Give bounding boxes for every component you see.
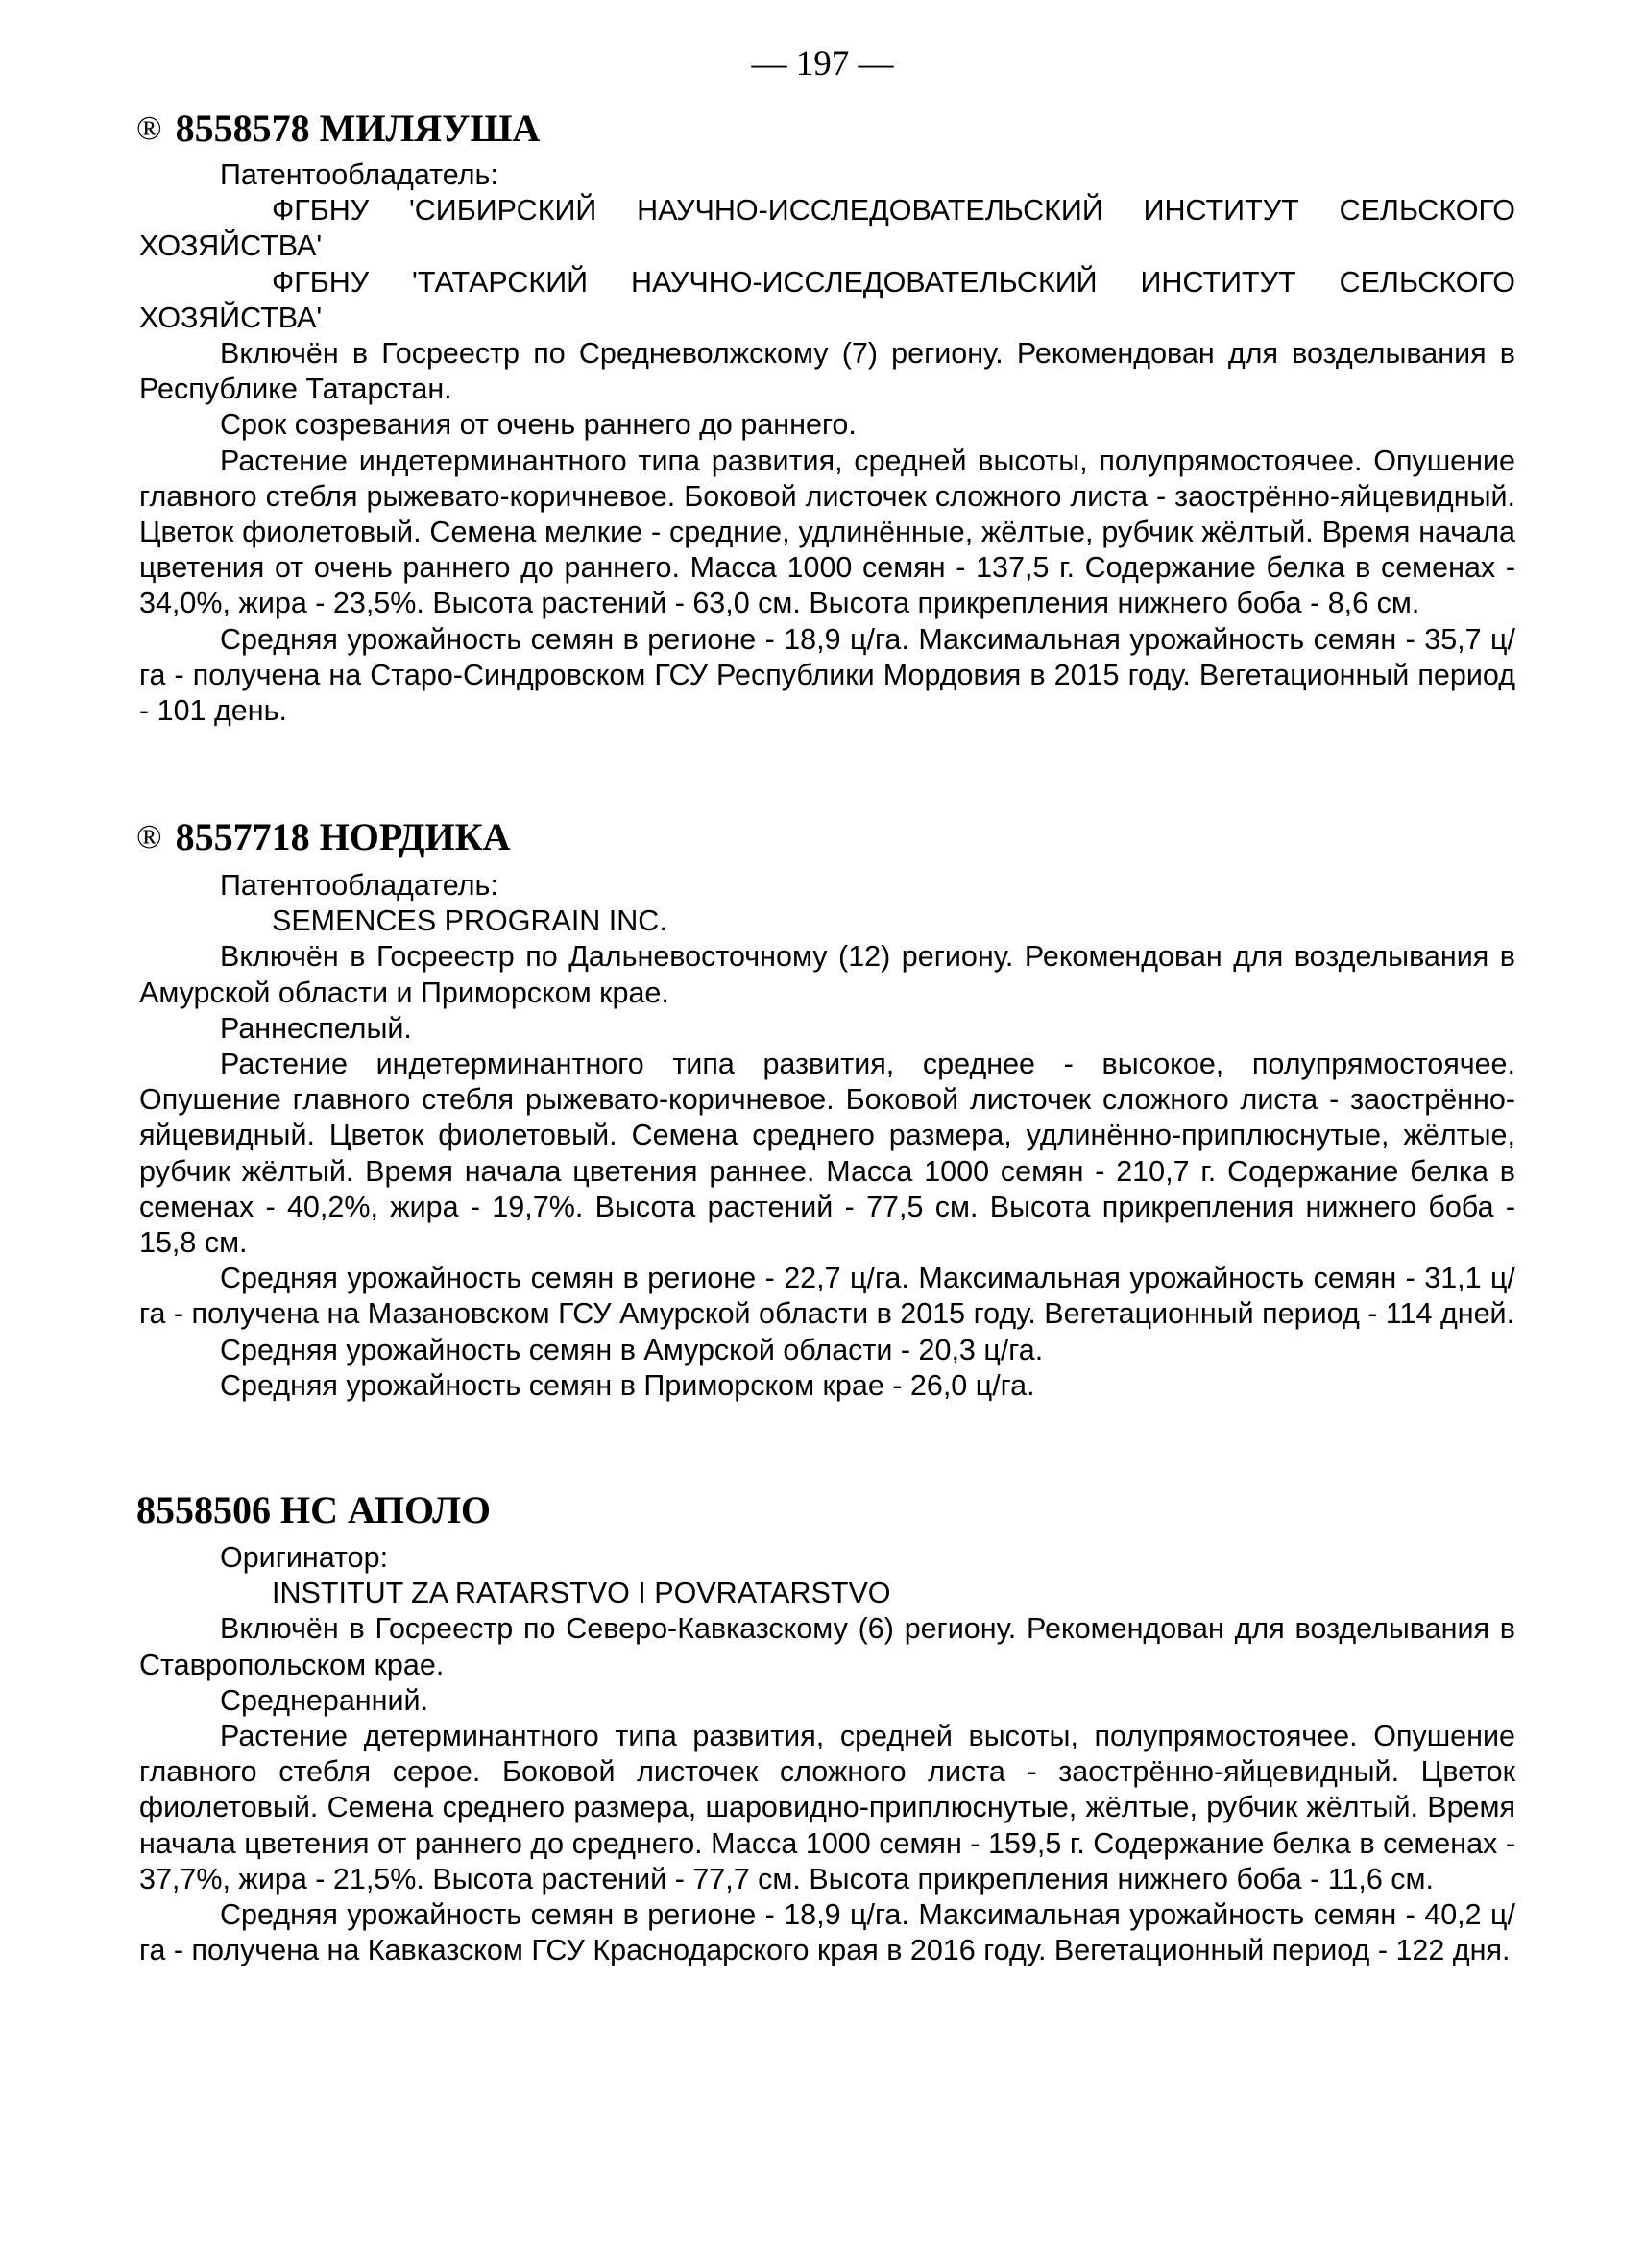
entry-number: 8558506 [136,1488,271,1532]
holder-label: Патентообладатель: [220,869,498,902]
paragraph: Включён в Госреестр по Дальневосточному (12) региону. Рекомендован для возделывания в Амурской области и Приморском крае. [139,940,1515,1009]
paragraph: Растение индетерминантного типа развития, средней высоты, полупрямостоячее. Опушение главного стебля рыжевато-коричневое. Боковой листочек сложного листа - заострённо-яйцевидный. Цветок фиолетовый. Семена мелкие - средние, удлинённые, жёлтые, рубчик жёлтый. Время начала цветения от очень раннего до раннего. Масса 1000 семян - 137,5 г. Содержание белка в семенах - 34,0%, жира - 23,5%. Высота растений - 63,0 см. Высота прикрепления нижнего боба - 8,6 см. [139,444,1515,620]
entry-body [139,1540,1515,1968]
paragraph: Включён в Госреестр по Северо-Кавказскому (6) региону. Рекомендован для возделывания в Ставропольском крае. [139,1612,1515,1681]
paragraph: Средняя урожайность семян в регионе - 18,9 ц/га. Максимальная урожайность семян - 35,7 ц/га - получена на Старо-Синдровском ГСУ Республики Мордовия в 2015 году. Вегетационный период - 101 день. [139,622,1515,728]
paragraph: Средняя урожайность семян в Амурской области - 20,3 ц/га. [220,1333,1044,1366]
entry-name: НС АПОЛО [280,1488,492,1532]
entry-heading [136,109,540,148]
holder-name: ФГБНУ 'СИБИРСКИЙ НАУЧНО-ИССЛЕДОВАТЕЛЬСКИЙ ИНСТИТУТ СЕЛЬСКОГО ХОЗЯЙСТВА' [139,194,1515,263]
paragraph: Растение индетерминантного типа развития, среднее - высокое, полупрямостоячее. Опушение главного стебля рыжевато-коричневое. Боковой листочек сложного листа - заострённо-яйцевидный. Цветок фиолетовый. Семена среднего размера, удлинённо-приплюснутые, жёлтые, рубчик жёлтый. Время начала цветения раннее. Масса 1000 семян - 210,7 г. Содержание белка в семенах - 40,2%, жира - 19,7%. Высота растений - 77,5 см. Высота прикрепления нижнего боба - 15,8 см. [139,1048,1515,1260]
entry-name: МИЛЯУША [319,107,541,150]
paragraph: Средняя урожайность семян в Приморском крае - 26,0 ц/га. [220,1368,1035,1402]
registered-mark: ® [136,109,162,147]
registered-mark: ® [136,818,162,856]
entry-number: 8558578 [175,107,310,150]
originator-name: INSTITUT ZA RATARSTVO I POVRATARSTVO [272,1577,891,1610]
paragraph: Среднеранний. [220,1683,429,1717]
paragraph: Средняя урожайность семян в регионе - 18,9 ц/га. Максимальная урожайность семян - 40,2 ц/га - получена на Кавказском ГСУ Краснодарского края в 2016 году. Вегетационный период - 122 дня. [139,1898,1515,1967]
entry-heading [136,1488,492,1532]
holder-label: Патентообладатель: [220,158,498,191]
originator-label: Оригинатор: [220,1541,389,1574]
entry-number: 8557718 [175,815,310,858]
paragraph: Растение детерминантного типа развития, средней высоты, полупрямостоячее. Опушение главного стебля серое. Боковой листочек сложного листа - заострённо-яйцевидный. Цветок фиолетовый. Семена среднего размера, шаровидно-приплюснутые, жёлтые, рубчик жёлтый. Время начала цветения от раннего до среднего. Масса 1000 семян - 159,5 г. Содержание белка в семенах - 37,7%, жира - 21,5%. Высота растений - 77,7 см. Высота прикрепления нижнего боба - 11,6 см. [139,1720,1515,1895]
entry-name: НОРДИКА [319,815,511,858]
paragraph: Раннеспелый. [220,1011,412,1045]
entry-body [139,157,1515,729]
paragraph: Средняя урожайность семян в регионе - 22,7 ц/га. Максимальная урожайность семян - 31,1 ц/га - получена на Мазановском ГСУ Амурской области в 2015 году. Вегетационный период - 114 дней. [139,1262,1515,1331]
entry-heading [136,815,511,858]
entry-body [139,868,1515,1404]
paragraph: Срок созревания от очень раннего до раннего. [220,408,857,442]
page-number: — 197 — [751,44,894,84]
holder-name: SEMENCES PROGRAIN INC. [272,905,667,938]
paragraph: Включён в Госреестр по Средневолжскому (7) региону. Рекомендован для возделывания в Республике Татарстан. [139,337,1515,406]
holder-name: ФГБНУ 'ТАТАРСКИЙ НАУЧНО-ИССЛЕДОВАТЕЛЬСКИЙ ИНСТИТУТ СЕЛЬСКОГО ХОЗЯЙСТВА' [139,265,1515,334]
